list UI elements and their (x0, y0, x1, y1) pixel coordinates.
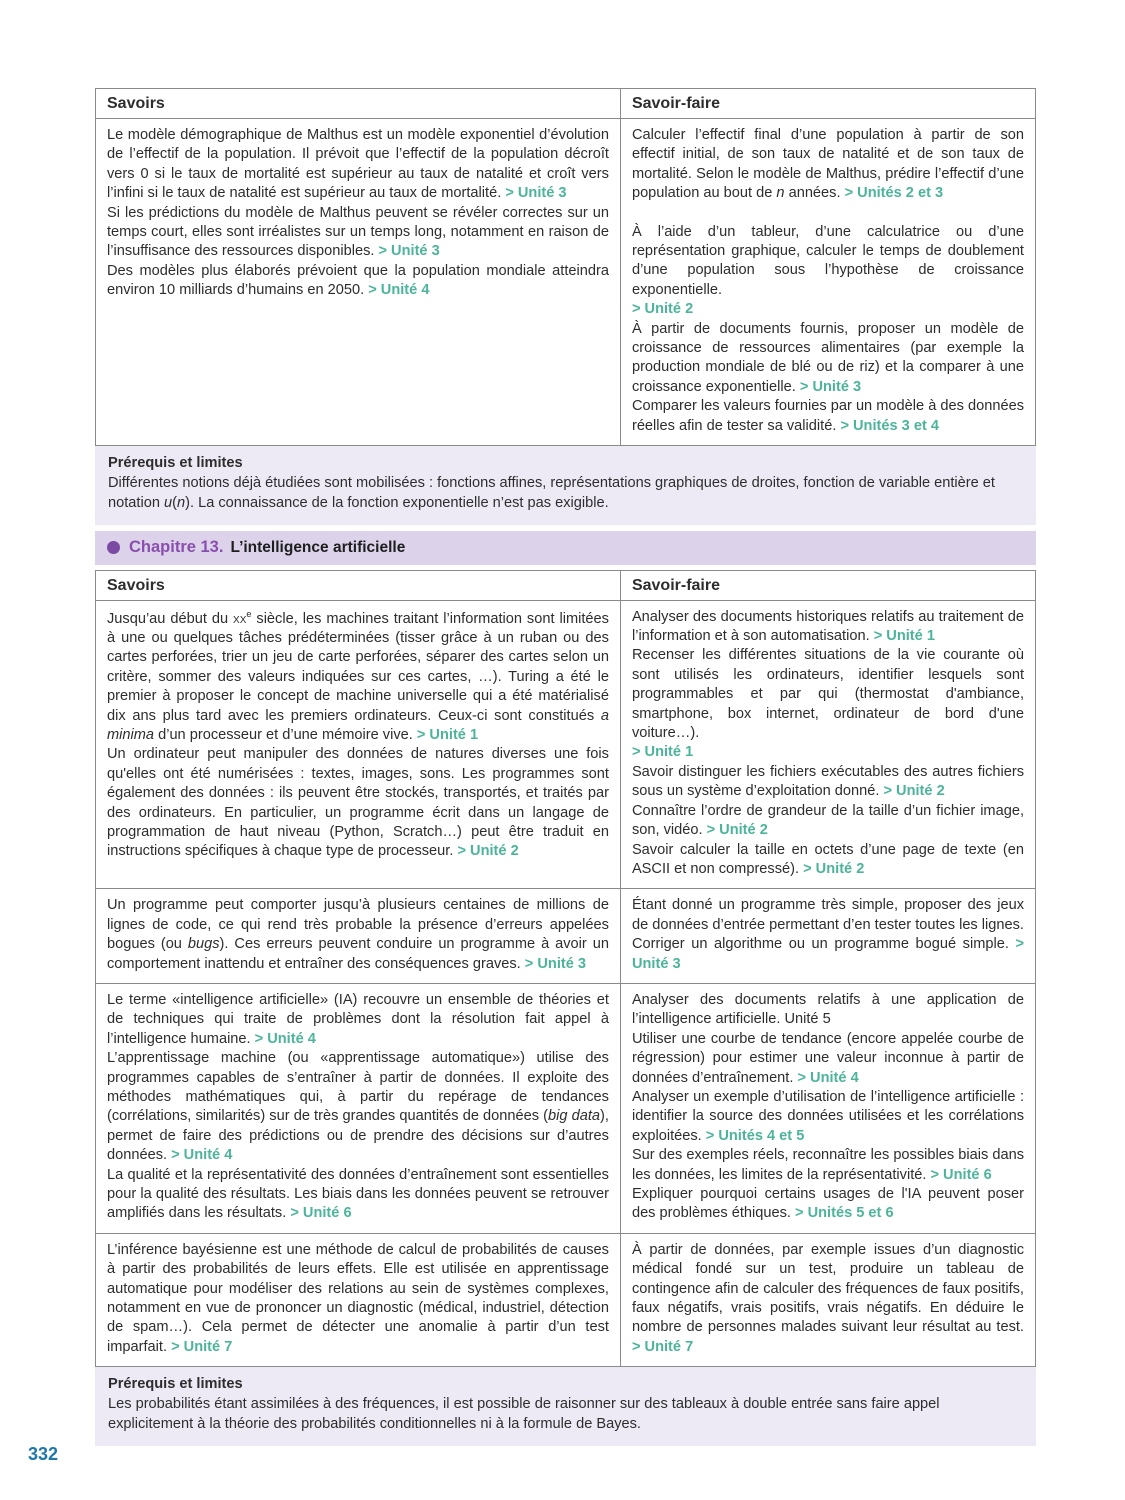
paragraph (632, 743, 1024, 762)
paragraph (632, 1185, 1024, 1224)
text-segment: Savoir distinguer les fichiers exécutables des autres fichiers sous un système d’exploitation donné. (631, 763, 1024, 800)
unite-ref: > Unité 7 (171, 1338, 233, 1355)
text-segment: L’apprentissage machine (ou «apprentissage automatique») utilise des programmes capables de s’entraîner à partir de données. Il exploite des méthodes mathématiques qui, à partir du repérage de tendances (corrélations, similarités) sur de très grandes quantités de données ( (107, 1050, 609, 1125)
text-segment: ( (172, 494, 177, 511)
paragraph (632, 896, 1024, 974)
text-segment: e (246, 608, 252, 619)
paragraph (107, 1166, 609, 1224)
unite-ref: > Unité 4 (797, 1069, 859, 1086)
unite-ref: > Unité 4 (254, 1030, 316, 1047)
page-content (95, 88, 1036, 1446)
paragraph (632, 204, 1024, 223)
savoir-faire-header: Savoir-faire (620, 89, 1035, 118)
paragraph (107, 991, 609, 1049)
savoir-faire-header: Savoir-faire (620, 571, 1035, 600)
savoir-faire-cell (620, 119, 1035, 445)
unite-ref: > Unité 2 (457, 843, 519, 860)
paragraph (107, 1241, 609, 1357)
text-segment: Analyser un exemple d’utilisation de l’intelligence artificielle : identifier la source des données utilisées et les corrélations exploitées. (631, 1088, 1024, 1144)
table-header-row (96, 89, 1035, 119)
text-segment: bugs (187, 936, 220, 953)
text-segment: Si les prédictions du modèle de Malthus peuvent se révéler correctes sur un temps court, elles sont irréalistes sur un temps long, notamment en raison de l’insuffisance des ressources disponibles. (107, 204, 609, 260)
table-row (96, 888, 1035, 983)
text-segment: Un ordinateur peut manipuler des données de natures diverses une fois qu'elles ont été numérisées : textes, images, sons. Les programmes sont également des données : ils peuvent être stockés, transportés, et traités par des ordinateurs. En particulier, un programme écrit dans un langage de programmation de haut niveau (Python, Scratch…) peut être traduit en instructions spécifiques à chaque type de processeur. (107, 746, 609, 860)
text-segment: Un programme peut comporter jusqu’à plusieurs centaines de millions de lignes de code, ce qui rend très probable la présence d’erreurs appelées bogues (ou (107, 897, 609, 953)
prereq-block-2 (95, 1367, 1036, 1446)
unite-ref: > Unité 3 (799, 378, 862, 395)
prereq-block-1 (95, 446, 1036, 525)
text-segment: Jusqu’au début du (107, 610, 234, 627)
text-segment: À partir de données, par exemple issues d’un diagnostic médical fondé sur un test, produire un tableau de contingence afin de calculer des fréquences de faux positifs, faux négatifs, vrais positifs, vrais négatifs. En déduire le nombre de personnes malades suivant leur résultat au test. (631, 1241, 1024, 1336)
text-segment: Le terme «intelligence artificielle» (IA) recouvre un ensemble de théories et de techniques qui traite de problèmes dont la résolution fait appel à l’intelligence humaine. (107, 991, 609, 1047)
text-segment: Le modèle démographique de Malthus est un modèle exponentiel d’évolution de l’effectif de la population. Il prévoit que l’effectif de la population décroît vers 0 si le taux de mortalité est supérieur au taux de natalité et croît vers l’infini si le taux de natalité est supérieur au taux de mortalité. (107, 127, 609, 202)
table-row (96, 601, 1035, 889)
chapter-13-heading (95, 531, 1036, 565)
text-segment: d’un processeur et d’une mémoire vive. (154, 726, 417, 743)
text-segment: Sur des exemples réels, reconnaître les possibles biais dans les données, les limites de la représentativité. (631, 1147, 1024, 1183)
text-segment: n (776, 185, 785, 202)
text-segment: Connaître l’ordre de grandeur de la taille d’un fichier image, son, vidéo. (631, 802, 1024, 839)
text-segment: Savoir calculer la taille en octets d’une page de texte (en ASCII et non compressé). (631, 841, 1024, 877)
savoirs-header: Savoirs (107, 576, 165, 594)
paragraph (632, 397, 1024, 436)
paragraph (107, 745, 609, 861)
text-segment: La qualité et la représentativité des données d’entraînement sont essentielles pour la qualité des résultats. Les biais dans les données peuvent se retrouver amplifiés dans les résultats. (107, 1166, 609, 1222)
text-segment: Analyser des documents relatifs à une application de l’intelligence artificielle. Unité 5 (631, 991, 1024, 1028)
savoirs-cell (96, 984, 620, 1233)
prereq-title: Prérequis et limites (108, 1376, 243, 1393)
text-segment: Étant donné un programme très simple, proposer des jeux de données d’entrée permettant d’en tester toutes les lignes. Corriger un algorithme ou un programme bogué simple. (631, 897, 1024, 953)
paragraph (107, 262, 609, 301)
paragraph (107, 896, 609, 974)
unite-ref: > Unité 2 (631, 301, 694, 318)
paragraph (632, 320, 1024, 398)
text-segment: Analyser des documents historiques relatifs au traitement de l’information et à son automatisation. (631, 608, 1024, 645)
unite-ref: > Unité 1 (631, 744, 694, 761)
savoirs-cell (96, 601, 620, 889)
unite-ref: > Unités 3 et 4 (840, 417, 939, 434)
text-segment: années. (784, 185, 845, 202)
unite-ref: > Unité 3 (378, 243, 440, 260)
paragraph (107, 1049, 609, 1165)
text-segment: À partir de documents fournis, proposer un modèle de croissance de ressources alimentaires (par exemple la production mondiale de blé ou de riz) et la comparer à une croissance exponentielle. (631, 320, 1024, 395)
chapter-bullet-icon (107, 541, 120, 554)
unite-ref: > Unité 1 (873, 628, 935, 645)
table-header-row (96, 571, 1035, 601)
paragraph (632, 1146, 1024, 1185)
text-segment: Utiliser une courbe de tendance (encore appelée courbe de régression) pour estimer une valeur inconnue à partir de données d’entraînement. (631, 1030, 1024, 1086)
paragraph (107, 126, 609, 204)
text-segment: xx (233, 610, 247, 627)
savoir-faire-cell (620, 601, 1035, 889)
unite-ref: > Unités 4 et 5 (705, 1127, 805, 1144)
unite-ref: > Unité 4 (171, 1147, 233, 1164)
paragraph (632, 991, 1024, 1030)
text-segment: Expliquer pourquoi certains usages de l'IA peuvent poser des problèmes éthiques. (631, 1186, 1024, 1222)
table-row (96, 119, 1035, 445)
savoirs-cell (96, 889, 620, 983)
text-segment: Comparer les valeurs fournies par un modèle à des données réelles afin de tester sa validité. (631, 398, 1024, 434)
unite-ref: > Unités 2 et 3 (844, 185, 944, 202)
chapter-number-label: Chapitre 13. (129, 538, 224, 557)
paragraph (632, 1030, 1024, 1088)
savoirs-cell (96, 119, 620, 445)
unite-ref: > Unité 2 (883, 783, 945, 800)
table-body (96, 601, 1035, 1367)
paragraph (632, 223, 1024, 301)
text-segment: u (164, 494, 173, 511)
text-segment: a minima (107, 707, 609, 743)
paragraph (632, 646, 1024, 743)
paragraph (632, 763, 1024, 802)
table-body (96, 119, 1035, 445)
savoir-faire-cell (620, 984, 1035, 1233)
unite-ref: > Unité 1 (416, 726, 479, 743)
prereq-body (108, 1395, 1023, 1435)
prereq-title: Prérequis et limites (108, 455, 243, 472)
unite-ref: > Unité 2 (706, 822, 768, 839)
savoirs-cell (96, 1234, 620, 1366)
savoir-faire-cell (620, 1234, 1035, 1366)
prereq-body (108, 474, 1023, 514)
paragraph (632, 1088, 1024, 1146)
text-segment: big data (548, 1108, 601, 1125)
paragraph (107, 608, 609, 746)
unite-ref: > Unité 3 (505, 185, 567, 202)
paragraph (107, 204, 609, 262)
unite-ref: > Unités 5 et 6 (795, 1205, 894, 1222)
unite-ref: > Unité 6 (930, 1166, 992, 1183)
text-segment: Recenser les différentes situations de la vie courante où sont utilisés les ordinateurs, identifier lesquels sont programmables et par qui (thermostat d'ambiance, smartphone, box internet, ordinateur de bord d'une voiture…). (631, 647, 1024, 742)
paragraph (632, 802, 1024, 841)
page-number: 332 (28, 1444, 59, 1464)
text-segment: Les probabilités étant assimilées à des fréquences, il est possible de raisonner sur des tableaux à double entrée sans faire appel explicitement à la théorie des probabilités conditionnelles ni à la formule de Bayes. (108, 1396, 940, 1432)
text-segment: siècle, les machines traitant l’information sont limitées à une ou quelques tâches prédéterminées (tisser grâce à un ruban ou des cartes perforées, trier un jeu de carte perforées, séparer des cartes selon un critère, sommer des valeurs indiquées sur ces cartes, …). Turing a été le premier à proposer le concept de machine universelle qui a été matérialisé dix ans plus tard avec les premiers ordinateurs. Ceux-ci sont constitués (107, 610, 609, 724)
unite-ref: > Unité 2 (803, 860, 865, 877)
savoirs-header: Savoirs (107, 95, 165, 112)
chapter-title: L’intelligence artificielle (230, 538, 406, 556)
unite-ref: > Unité 3 (631, 936, 1024, 972)
program-table-2 (95, 570, 1036, 1368)
paragraph (632, 300, 1024, 319)
unite-ref: > Unité 3 (524, 955, 587, 972)
text-segment: L’inférence bayésienne est une méthode de calcul de probabilités de causes à partir des probabilités de leurs effets. Elle est utilisée en apprentissage automatique pour modéliser des relations au sein de systèmes complexes, notamment en vue de prononcer un diagnostic (médical, industriel, détection de spam…). Cela permet de détecter une anomalie à partir d’un test imparfait. (107, 1241, 609, 1355)
text-segment: Différentes notions déjà étudiées sont mobilisées : fonctions affines, représentations graphiques de droites, fonction de variable entière et notation (108, 474, 995, 511)
paragraph (632, 126, 1024, 204)
text-segment: ). La connaissance de la fonction exponentielle n’est pas exigible. (185, 494, 609, 511)
paragraph (632, 608, 1024, 647)
text-segment: ), permet de faire des prédictions ou de prendre des décisions sur d’autres données. (107, 1108, 609, 1164)
unite-ref: > Unité 7 (631, 1338, 694, 1355)
text-segment: Calculer l’effectif final d’une population à partir de son effectif initial, de son taux de natalité et de son taux de mortalité. Selon le modèle de Malthus, prédire l’effectif d’une population au bout de (631, 127, 1024, 202)
text-segment: ). Ces erreurs peuvent conduire un programme à avoir un comportement inattendu et entraîner des conséquences graves. (107, 936, 609, 972)
text-segment: Des modèles plus élaborés prévoient que la population mondiale atteindra environ 10 milliards d’humains en 2050. (107, 262, 609, 299)
savoir-faire-cell (620, 889, 1035, 983)
unite-ref: > Unité 6 (290, 1205, 352, 1222)
paragraph (632, 841, 1024, 880)
text-segment: n (177, 494, 186, 511)
table-row (96, 983, 1035, 1233)
table-row (96, 1233, 1035, 1366)
paragraph (632, 1241, 1024, 1357)
unite-ref: > Unité 4 (368, 282, 430, 299)
text-segment: À l’aide d’un tableur, d’une calculatrice ou d’une représentation graphique, calculer le temps de doublement d’une population sous l’hypothèse de croissance exponentielle. (631, 223, 1024, 298)
program-table-1 (95, 88, 1036, 446)
